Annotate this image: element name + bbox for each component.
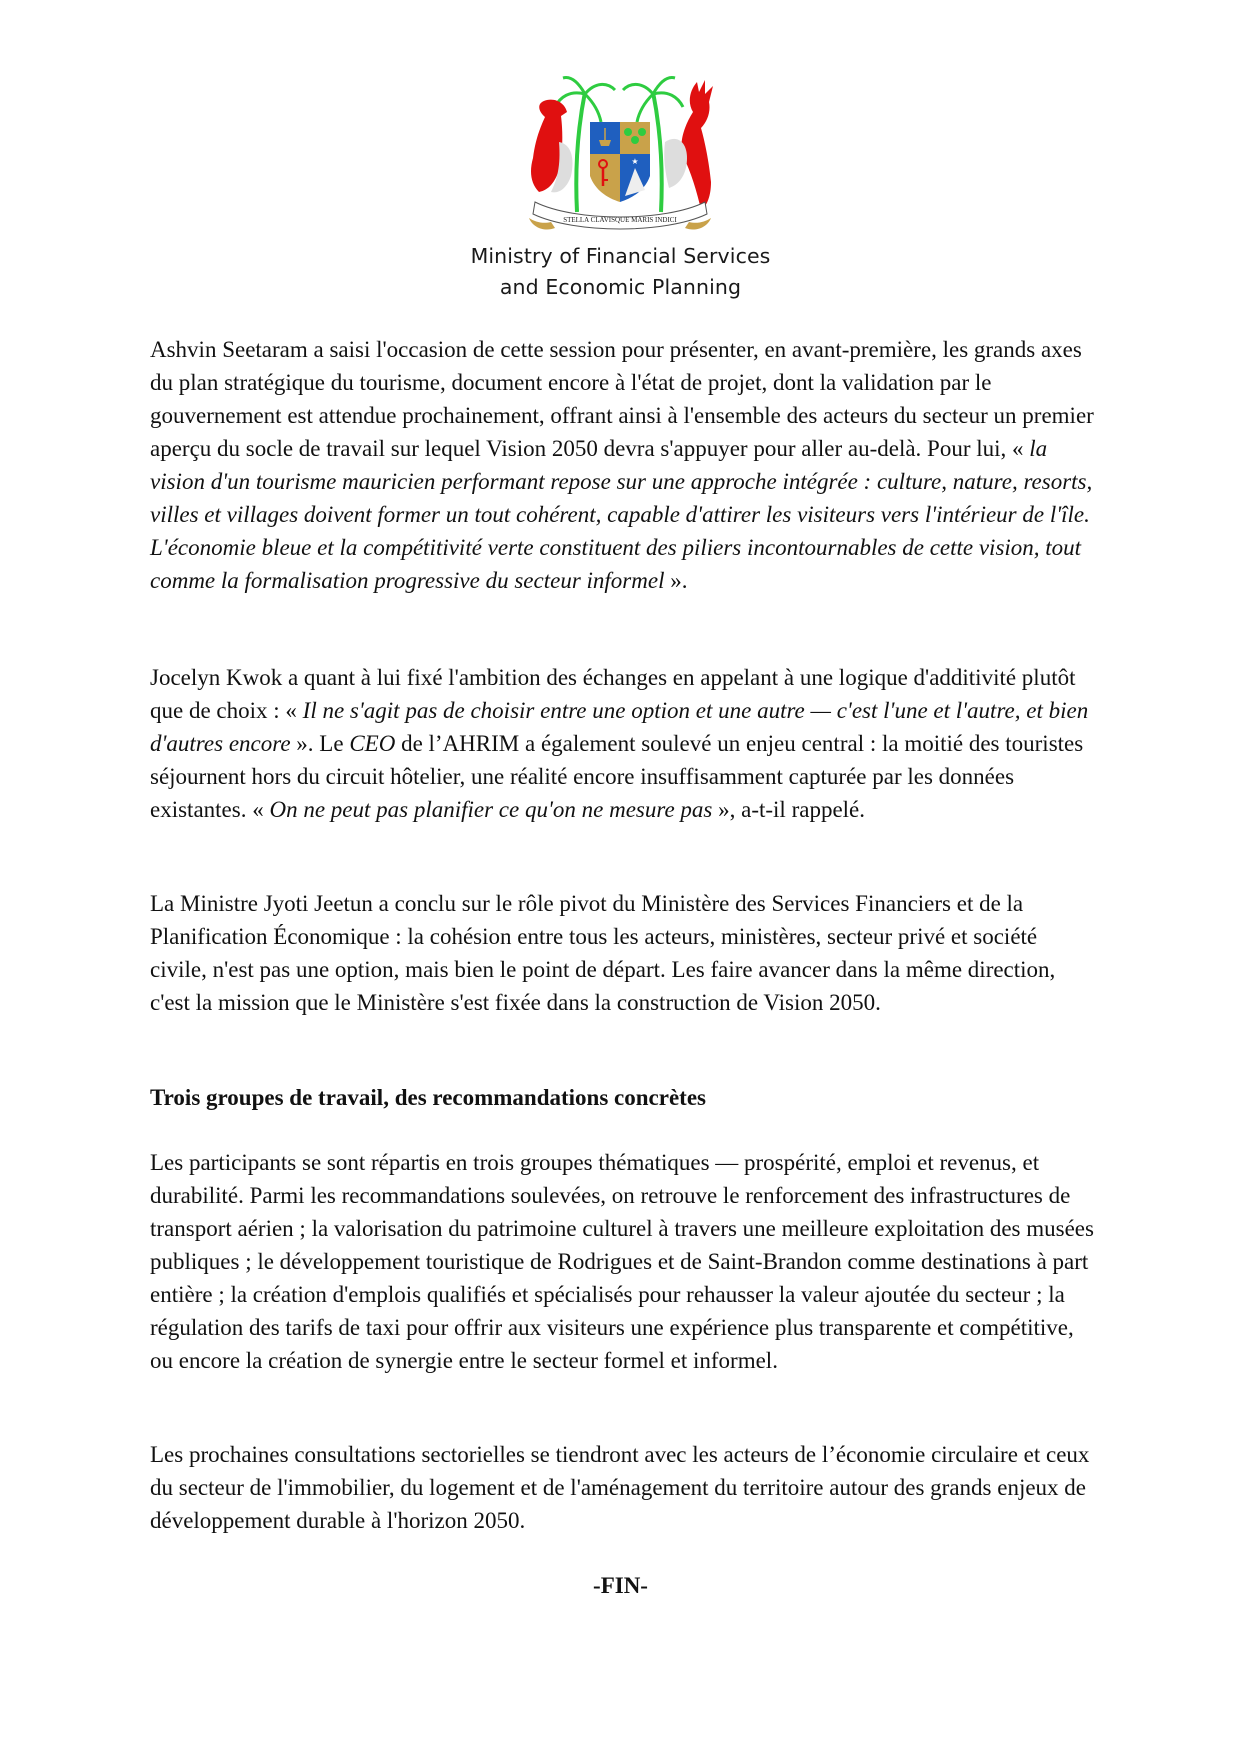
paragraph-text: de l’AHRIM a également soulevé un enjeu central : la moitié des touristes séjournent hors du circuit hôtelier, une réalité encore insuffisamment capturée par les données existantes. « <box>150 731 1084 822</box>
paragraph-working-groups <box>150 1146 1095 1377</box>
end-mark: -FIN- <box>593 1573 648 1598</box>
paragraph-text: Les participants se sont répartis en trois groupes thématiques — prospérité, emploi et revenus, et durabilité. Parmi les recommandations soulevées, on retrouve le renforcement des infrastructures de transport aérien ; la valorisation du patrimoine culturel à travers une meilleure exploitation des musées publiques ; le développement touristique de Rodrigues et de Saint-Brandon comme destinations à part entière ; la création d'emplois qualifiés et spécialisés pour rehausser la valeur ajoutée du secteur ; la régulation des tarifs de taxi pour offrir aux visiteurs une expérience plus transparente et compétitive, ou encore la création de synergie entre le secteur formel et informel. <box>150 1150 1094 1373</box>
paragraph-next-consultations <box>150 1438 1095 1537</box>
ministry-name-line1: Ministry of Financial Services <box>470 244 771 268</box>
paragraph-text: La Ministre Jyoti Jeetun a conclu sur le rôle pivot du Ministère des Services Financiers et de la Planification Économique : la cohésion entre tous les acteurs, ministères, secteur privé et société civile, n'est pas une option, mais bien le point de départ. Les faire avancer dans la même direction, c'est la mission que le Ministère s'est fixée dans la construction de Vision 2050. <box>150 891 1056 1015</box>
ceo-term: CEO <box>349 731 396 756</box>
paragraph-text: Les prochaines consultations sectorielles se tiendront avec les acteurs de l’économie circulaire et ceux du secteur de l'immobilier, du logement et de l'aménagement du territoire autour des grands enjeux de développement durable à l'horizon 2050. <box>150 1442 1090 1533</box>
paragraph-text: Jocelyn Kwok a quant à lui fixé l'ambition des échanges en appelant à une logique d'additivité plutôt que de choix : « <box>150 665 1076 723</box>
paragraph-kwok <box>150 661 1095 826</box>
section-heading: Trois groupes de travail, des recommandations concrètes <box>150 1085 706 1110</box>
paragraph-text: », a-t-il rappelé. <box>712 797 865 822</box>
svg-text:★: ★ <box>631 157 639 166</box>
deer-supporter <box>681 80 713 210</box>
quote-kwok-1: Il ne s'agit pas de choisir entre une option et une autre — c'est l'une et l'autre, et bien d'autres encore <box>150 698 1089 756</box>
shield <box>590 122 650 202</box>
paragraph-jeetun <box>150 887 1095 1019</box>
paragraph-seetaram <box>150 333 1095 597</box>
paragraph-text: ». <box>664 568 688 593</box>
ministry-name-line2: and Economic Planning <box>499 275 742 299</box>
paragraph-text: Ashvin Seetaram a saisi l'occasion de cette session pour présenter, en avant-première, les grands axes du plan stratégique du tourisme, document encore à l'état de projet, dont la validation par le gouvernement est attendue prochainement, offrant ainsi à l'ensemble des acteurs du secteur un premier aperçu du socle de travail sur lequel Vision 2050 devra s'appuyer pour aller au-delà. Pour lui, « <box>150 337 1094 461</box>
quote-kwok-2: On ne peut pas planifier ce qu'on ne mesure pas <box>269 797 713 822</box>
paragraph-text: ». Le <box>290 731 350 756</box>
motto-text: STELLA CLAVISQUE MARIS INDICI <box>563 216 677 224</box>
quote-seetaram: la vision d'un tourisme mauricien performant repose sur une approche intégrée : culture, nature, resorts, villes et villages doivent former un tout cohérent, capable d'attirer les visiteurs vers l'intérieur de l'île. L'économie bleue et la compétitivité verte constituent des piliers incontournables de cette vision, tout comme la formalisation progressive du secteur informel <box>150 436 1093 593</box>
coat-of-arms-icon <box>515 72 725 242</box>
